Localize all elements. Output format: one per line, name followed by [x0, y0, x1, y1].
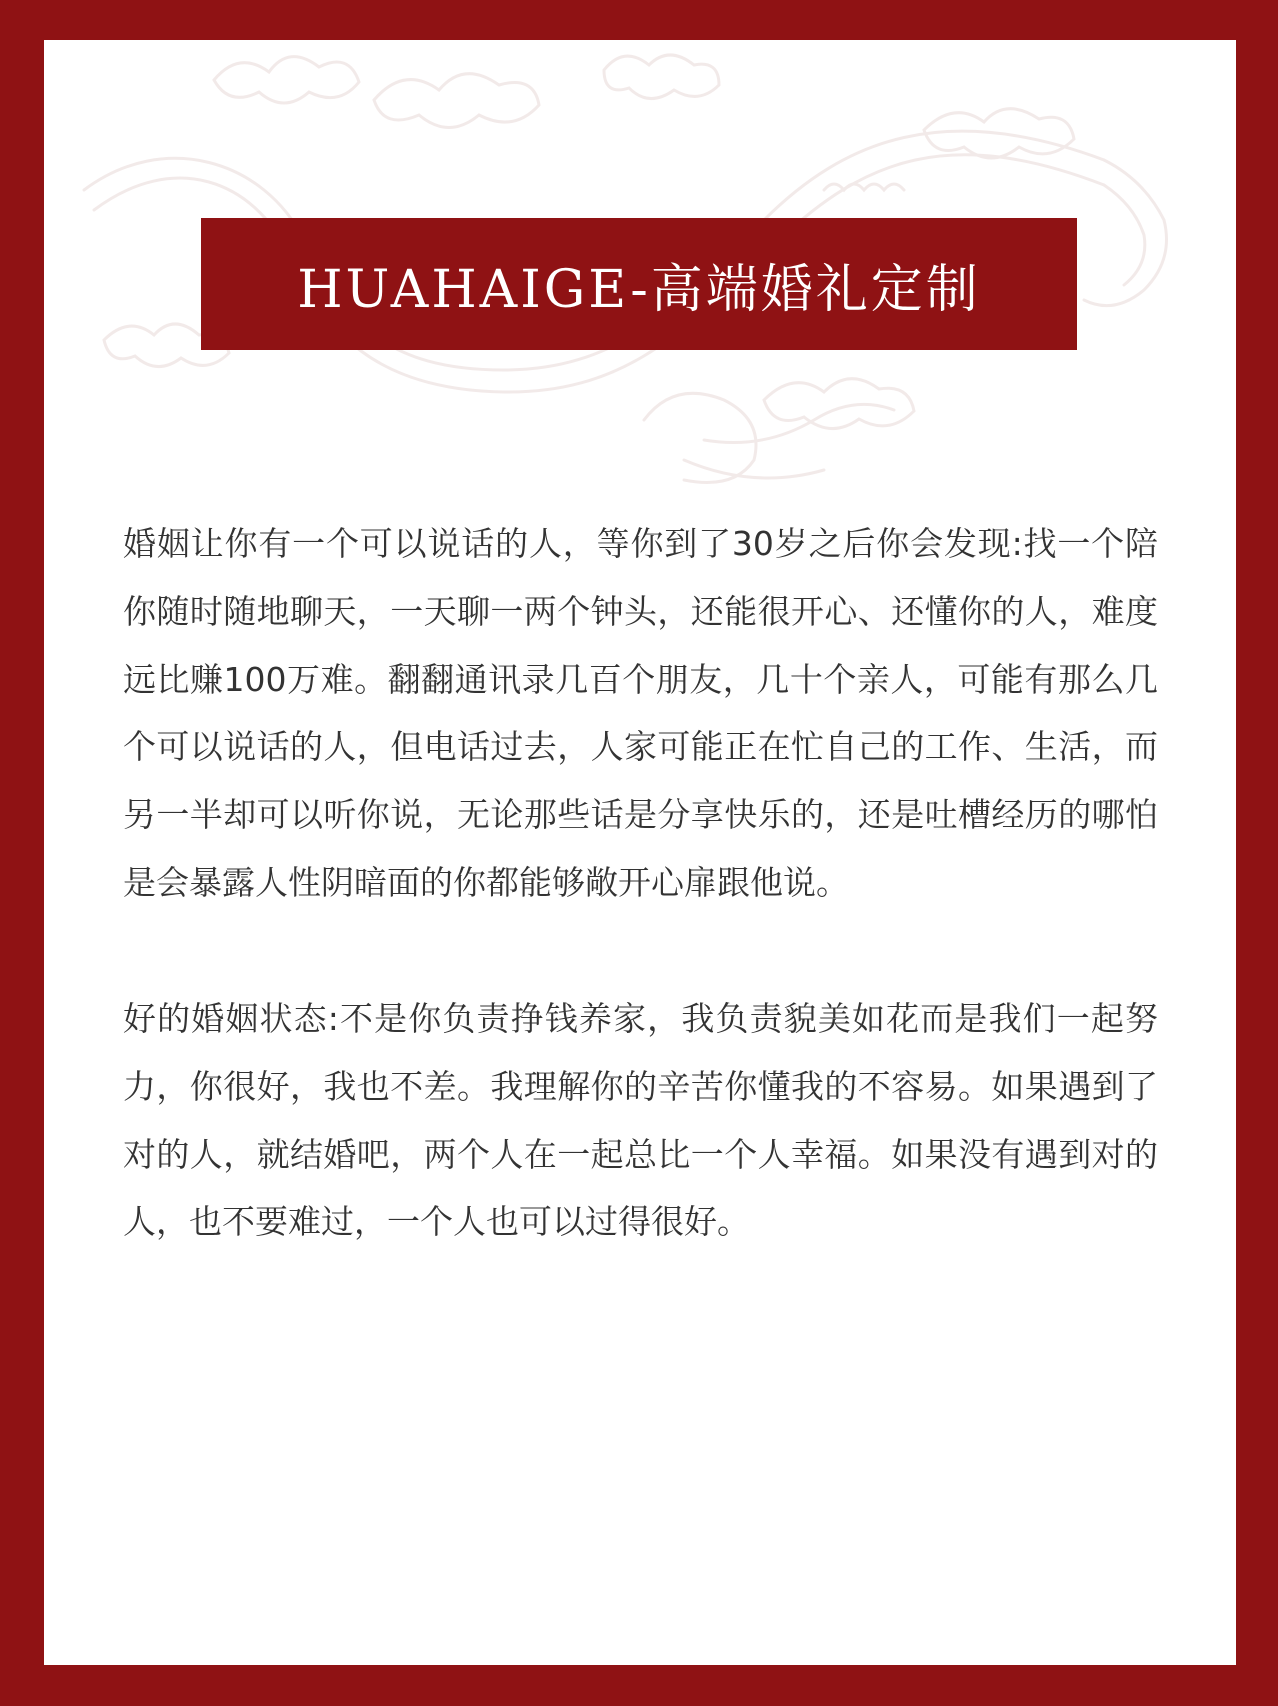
title-banner: [201, 218, 1077, 350]
paragraph-good-marriage: 好的婚姻状态:不是你负责挣钱养家，我负责貌美如花而是我们一起努力，你很好，我也不差。我理解你的辛苦你懂我的不容易。如果遇到了对的人，就结婚吧，两个人在一起总比一个人幸福。如果没有遇到对的人，也不要难过，一个人也可以过得很好。: [123, 999, 1158, 1242]
content-card: [44, 40, 1236, 1665]
paragraph-marriage-companionship: 婚姻让你有一个可以说话的人，等你到了30岁之后你会发现:找一个陪你随时随地聊天，一天聊一两个钟头，还能很开心、还懂你的人，难度远比赚100万难。翻翻通讯录几百个朋友，几十个亲人，可能有那么几个可以说话的人，但电话过去，人家可能正在忙自己的工作、生活，而另一半却可以听你说，无论那些话是分享快乐的，还是吐槽经历的哪怕是会暴露人性阴暗面的你都能够敞开心扉跟他说。: [123, 524, 1158, 902]
page-title: HUAHAIGE-高端婚礼定制: [297, 259, 981, 320]
